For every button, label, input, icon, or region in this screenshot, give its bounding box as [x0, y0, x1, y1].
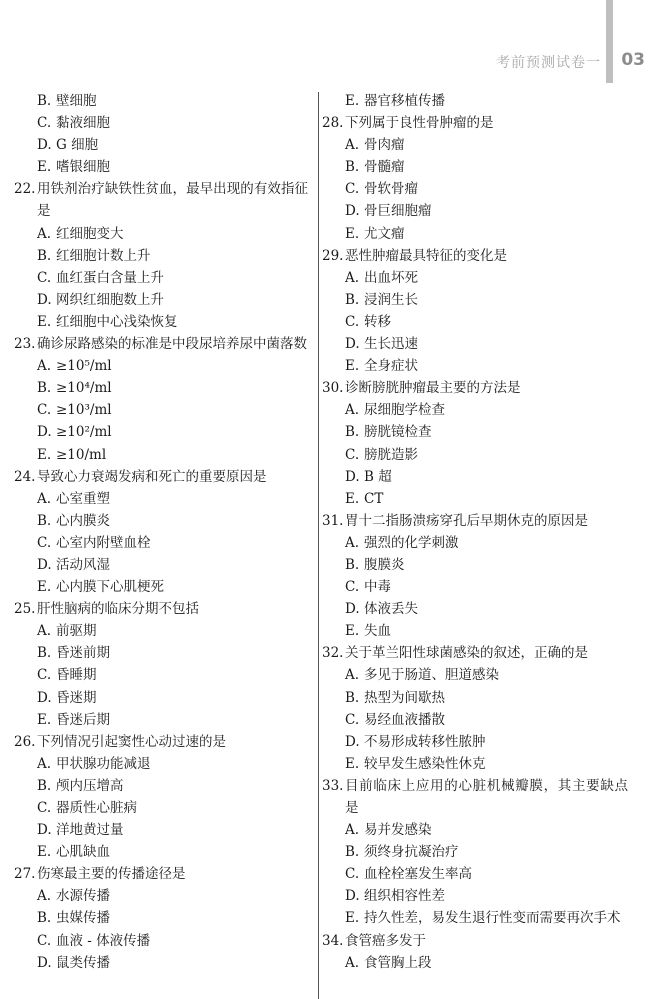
option-letter: D. [37, 291, 52, 308]
option-letter: A. [345, 954, 360, 971]
option-letter: E. [37, 579, 52, 596]
option-letter: C. [345, 711, 360, 728]
question-text: 诊断膀胱肿瘤最主要的方法是 [345, 380, 521, 397]
option-letter: B. [37, 93, 52, 109]
question-text: 恶性肿瘤最具特征的变化是 [345, 247, 507, 264]
answer-option [14, 797, 308, 819]
answer-option [322, 134, 628, 156]
answer-option [14, 399, 308, 421]
option-text: 红细胞计数上升 [56, 247, 151, 264]
answer-option [14, 687, 308, 709]
question-stem [322, 112, 628, 134]
option-text: 前驱期 [56, 623, 97, 640]
answer-option [322, 554, 628, 576]
answer-option [14, 289, 308, 311]
answer-option [322, 753, 628, 775]
option-letter: A. [37, 623, 52, 640]
option-text: G 细胞 [56, 137, 99, 154]
option-text: 昏迷前期 [56, 645, 110, 662]
answer-option [322, 885, 628, 907]
question-text: 下列情况引起窦性心动过速的是 [37, 733, 226, 750]
option-text: 心室内附壁血栓 [56, 534, 151, 551]
question-text: 导致心力衰竭发病和死亡的重要原因是 [37, 468, 267, 485]
left-column [14, 90, 308, 974]
option-letter: E. [345, 910, 360, 927]
option-letter: C. [345, 446, 360, 463]
option-letter: A. [345, 269, 360, 286]
option-letter: C. [37, 667, 52, 684]
option-letter: D. [37, 137, 52, 154]
answer-option [322, 598, 628, 620]
option-text: 尤文瘤 [364, 225, 405, 242]
answer-option [14, 223, 308, 245]
question-number: 33. [322, 777, 344, 794]
option-letter: A. [37, 888, 52, 905]
question-text: 目前临床上应用的心脏机械瓣膜，其主要缺点是 [345, 777, 628, 816]
option-text: 活动风湿 [56, 556, 110, 573]
option-text: 水源传播 [56, 888, 110, 905]
option-letter: A. [345, 402, 360, 419]
option-letter: D. [37, 689, 52, 706]
answer-option [322, 311, 628, 333]
option-text: 虫媒传播 [56, 910, 110, 927]
option-text: 须终身抗凝治疗 [364, 844, 459, 861]
option-text: 易并发感染 [364, 822, 432, 839]
question-number: 25. [14, 601, 36, 618]
option-text: 热型为间歇热 [364, 689, 445, 706]
option-letter: C. [37, 932, 52, 949]
option-text: ≥10⁴/ml [56, 380, 112, 397]
header-bar [606, 0, 613, 83]
answer-option [322, 620, 628, 642]
answer-option [322, 466, 628, 488]
option-text: 不易形成转移性脓肿 [364, 733, 486, 750]
option-letter: B. [37, 380, 52, 397]
answer-option [14, 355, 308, 377]
option-text: 多见于肠道、胆道感染 [364, 667, 499, 684]
option-text: CT [364, 490, 384, 507]
option-letter: B. [345, 844, 360, 861]
answer-option [322, 156, 628, 178]
option-letter: A. [345, 667, 360, 684]
option-letter: E. [345, 490, 360, 507]
answer-option [14, 554, 308, 576]
answer-option [322, 863, 628, 885]
question-number: 28. [322, 115, 344, 132]
answer-option [322, 532, 628, 554]
option-text: 生长迅速 [364, 336, 418, 353]
option-letter: C. [345, 313, 360, 330]
answer-option [14, 664, 308, 686]
option-letter: C. [37, 800, 52, 816]
answer-option [322, 731, 628, 753]
answer-option [322, 333, 628, 355]
answer-option [322, 90, 628, 112]
answer-option [14, 642, 308, 664]
question-text: 胃十二指肠溃疡穿孔后早期休克的原因是 [345, 512, 588, 529]
answer-option [14, 377, 308, 399]
answer-option [322, 200, 628, 222]
answer-option [14, 421, 308, 443]
option-text: 器质性心脏病 [56, 800, 137, 816]
option-text: 持久性差，易发生退行性变而需要再次手术 [364, 910, 621, 927]
answer-option [14, 90, 308, 112]
question-stem [14, 731, 308, 753]
option-letter: A. [345, 137, 360, 154]
option-letter: B. [345, 556, 360, 573]
option-text: B 超 [364, 468, 392, 485]
option-letter: D. [345, 733, 360, 750]
option-text: 黏液细胞 [56, 115, 110, 132]
option-letter: E. [345, 358, 360, 375]
option-text: 网织红细胞数上升 [56, 291, 164, 308]
answer-option [14, 930, 308, 952]
option-letter: A. [37, 358, 52, 375]
answer-option [14, 311, 308, 333]
option-text: 膀胱镜检查 [364, 424, 432, 441]
option-letter: A. [37, 225, 52, 242]
option-text: 器官移植传播 [364, 93, 445, 109]
option-letter: B. [345, 291, 360, 308]
option-letter: B. [37, 777, 52, 794]
option-text: 骨巨细胞瘤 [364, 203, 432, 220]
question-stem [14, 863, 308, 885]
option-letter: E. [37, 711, 52, 728]
answer-option [322, 841, 628, 863]
option-text: 出血坏死 [364, 269, 418, 286]
running-header-title: 考前预测试卷一 [496, 55, 601, 71]
option-text: 嗜银细胞 [56, 159, 110, 176]
answer-option [322, 289, 628, 311]
option-letter: B. [37, 247, 52, 264]
answer-option [322, 488, 628, 510]
option-text: 膀胱造影 [364, 446, 418, 463]
question-number: 31. [322, 512, 344, 529]
answer-option [14, 753, 308, 775]
option-letter: E. [345, 225, 360, 242]
answer-option [14, 444, 308, 466]
option-text: 昏迷期 [56, 689, 97, 706]
option-letter: C. [37, 534, 52, 551]
option-text: 红细胞变大 [56, 225, 124, 242]
option-text: ≥10/ml [56, 446, 107, 463]
option-letter: E. [345, 623, 360, 640]
option-text: 颅内压增高 [56, 777, 124, 794]
option-text: 鼠类传播 [56, 954, 110, 971]
column-divider [318, 92, 319, 999]
answer-option [14, 620, 308, 642]
question-number: 34. [322, 932, 344, 949]
answer-option [322, 421, 628, 443]
question-text: 肝性脑病的临床分期不包括 [37, 601, 199, 618]
answer-option [322, 267, 628, 289]
option-text: 血红蛋白含量上升 [56, 269, 164, 286]
option-letter: C. [37, 402, 52, 419]
question-stem [322, 930, 628, 952]
option-letter: D. [345, 336, 360, 353]
option-letter: E. [37, 844, 52, 861]
option-text: 血栓栓塞发生率高 [364, 866, 472, 883]
question-number: 22. [14, 181, 36, 198]
option-text: 骨软骨瘤 [364, 181, 418, 198]
option-text: 甲状腺功能减退 [56, 755, 151, 772]
option-letter: A. [37, 755, 52, 772]
answer-option [14, 532, 308, 554]
answer-option [14, 245, 308, 267]
question-stem [322, 510, 628, 532]
question-stem [322, 245, 628, 267]
question-stem [14, 598, 308, 620]
option-text: 全身症状 [364, 358, 418, 375]
option-letter: B. [37, 645, 52, 662]
option-letter: D. [345, 601, 360, 618]
question-number: 26. [14, 733, 36, 750]
option-letter: B. [37, 512, 52, 529]
option-text: 失血 [364, 623, 391, 640]
option-text: 骨髓瘤 [364, 159, 405, 176]
answer-option [14, 134, 308, 156]
option-text: 食管胸上段 [364, 954, 432, 971]
answer-option [14, 488, 308, 510]
answer-option [14, 775, 308, 797]
answer-option [322, 819, 628, 841]
question-text: 关于革兰阳性球菌感染的叙述，正确的是 [345, 645, 588, 662]
option-letter: B. [37, 910, 52, 927]
answer-option [14, 156, 308, 178]
answer-option [14, 709, 308, 731]
option-text: 心肌缺血 [56, 844, 110, 861]
answer-option [322, 178, 628, 200]
option-text: ≥10²/ml [56, 424, 112, 441]
answer-option [322, 444, 628, 466]
option-letter: C. [37, 115, 52, 132]
answer-option [14, 267, 308, 289]
answer-option [14, 112, 308, 134]
question-text: 下列属于良性骨肿瘤的是 [345, 115, 494, 132]
option-text: 心内膜下心肌梗死 [56, 579, 164, 596]
option-letter: E. [345, 93, 360, 109]
answer-option [322, 907, 628, 929]
option-text: 心室重塑 [56, 490, 110, 507]
option-letter: C. [345, 181, 360, 198]
question-number: 30. [322, 380, 344, 397]
question-text: 确诊尿路感染的标准是中段尿培养尿中菌落数 [37, 336, 307, 353]
option-letter: E. [345, 755, 360, 772]
answer-option [14, 907, 308, 929]
option-letter: A. [345, 534, 360, 551]
question-text: 食管癌多发于 [345, 932, 426, 949]
question-number: 27. [14, 866, 36, 883]
option-letter: A. [37, 490, 52, 507]
answer-option [14, 885, 308, 907]
option-text: ≥10⁵/ml [56, 358, 112, 375]
question-number: 32. [322, 645, 344, 662]
answer-option [14, 576, 308, 598]
option-text: 组织相容性差 [364, 888, 445, 905]
option-text: 强烈的化学刺激 [364, 534, 459, 551]
option-text: 壁细胞 [56, 93, 97, 109]
answer-option [322, 687, 628, 709]
question-stem [14, 333, 308, 355]
answer-option [322, 952, 628, 974]
option-text: 洋地黄过量 [56, 822, 124, 839]
option-letter: E. [37, 159, 52, 176]
option-text: 中毒 [364, 579, 391, 596]
option-letter: D. [345, 888, 360, 905]
option-text: 尿细胞学检查 [364, 402, 445, 419]
question-number: 23. [14, 336, 36, 353]
option-text: 骨肉瘤 [364, 137, 405, 154]
question-stem [322, 642, 628, 664]
answer-option [322, 355, 628, 377]
answer-option [14, 510, 308, 532]
answer-option [322, 399, 628, 421]
option-text: 昏迷后期 [56, 711, 110, 728]
answer-option [322, 223, 628, 245]
option-letter: D. [345, 203, 360, 220]
question-stem [14, 466, 308, 488]
answer-option [14, 952, 308, 974]
option-letter: A. [345, 822, 360, 839]
question-stem [322, 775, 628, 819]
option-letter: B. [345, 689, 360, 706]
question-number: 24. [14, 468, 36, 485]
option-text: 红细胞中心浅染恢复 [56, 313, 178, 330]
question-text: 伤寒最主要的传播途径是 [37, 866, 186, 883]
option-text: 转移 [364, 313, 391, 330]
option-text: 体液丢失 [364, 601, 418, 618]
page-number: 03 [621, 50, 645, 70]
question-stem [14, 178, 308, 222]
option-text: 昏睡期 [56, 667, 97, 684]
right-column [322, 90, 628, 974]
option-letter: D. [37, 954, 52, 971]
answer-option [322, 576, 628, 598]
option-letter: B. [345, 424, 360, 441]
option-letter: E. [37, 446, 52, 463]
option-text: ≥10³/ml [56, 402, 112, 419]
option-letter: E. [37, 313, 52, 330]
question-number: 29. [322, 247, 344, 264]
option-letter: B. [345, 159, 360, 176]
option-letter: D. [37, 556, 52, 573]
option-text: 易经血液播散 [364, 711, 445, 728]
option-text: 腹膜炎 [364, 556, 405, 573]
question-text: 用铁剂治疗缺铁性贫血，最早出现的有效指征是 [37, 181, 308, 220]
answer-option [322, 709, 628, 731]
option-letter: D. [345, 468, 360, 485]
answer-option [14, 841, 308, 863]
option-text: 浸润生长 [364, 291, 418, 308]
option-letter: C. [37, 269, 52, 286]
option-text: 血液 - 体液传播 [56, 932, 151, 949]
option-letter: D. [37, 424, 52, 441]
option-letter: D. [37, 822, 52, 839]
option-text: 较早发生感染性休克 [364, 755, 486, 772]
question-stem [322, 377, 628, 399]
option-letter: C. [345, 579, 360, 596]
option-letter: C. [345, 866, 360, 883]
option-text: 心内膜炎 [56, 512, 110, 529]
answer-option [14, 819, 308, 841]
answer-option [322, 664, 628, 686]
